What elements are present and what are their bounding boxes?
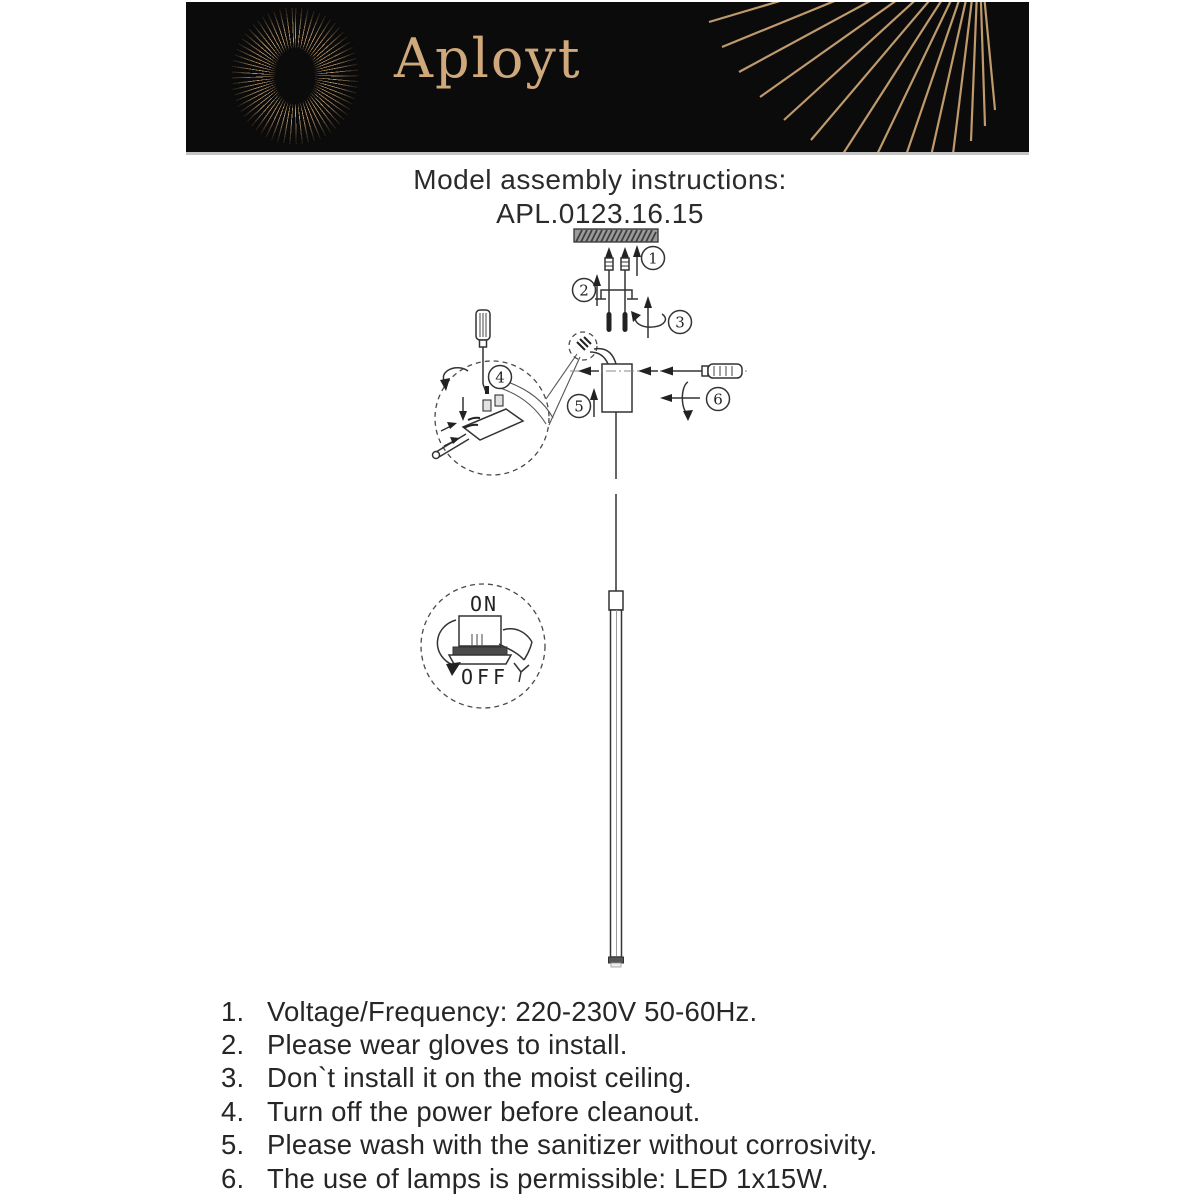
callout-2 <box>573 279 596 302</box>
item-text: Voltage/Frequency: 220-230V 50-60Hz. <box>267 995 758 1027</box>
item-number: 4. <box>221 1095 245 1127</box>
item-number: 1. <box>221 995 245 1027</box>
pendant-rod <box>609 610 624 967</box>
svg-text:1: 1 <box>648 249 658 268</box>
decorative-rays-icon <box>559 2 1029 152</box>
svg-text:6: 6 <box>713 390 723 409</box>
terminal-detail-bubble <box>433 310 554 475</box>
instruction-item <box>221 1129 877 1162</box>
cable-connector <box>609 591 623 610</box>
item-number: 2. <box>221 1029 245 1061</box>
instruction-list <box>221 995 877 1195</box>
screwdriver-horizontal-icon <box>679 364 742 378</box>
callout-1 <box>642 247 665 270</box>
ceiling-hatched-bar <box>574 229 658 242</box>
step6-rotate-icon <box>660 382 700 421</box>
item-number: 3. <box>221 1062 245 1094</box>
screwdriver-vertical-icon <box>476 310 490 392</box>
canopy-wires <box>590 349 616 364</box>
callout-4 <box>489 366 512 389</box>
model-number: APL.0123.16.15 <box>496 198 704 229</box>
instruction-item <box>221 995 877 1028</box>
item-number: 6. <box>221 1162 245 1194</box>
wire-junction-circle <box>569 332 597 360</box>
instruction-item <box>221 1028 877 1061</box>
brand-banner <box>186 2 1029 155</box>
off-label: OFF <box>460 665 510 689</box>
item-text: The use of lamps is permissible: LED 1x15W. <box>267 1162 829 1194</box>
on-label: ON <box>469 592 499 616</box>
mounting-bracket <box>595 290 638 299</box>
svg-text:4: 4 <box>495 368 505 387</box>
instruction-item <box>221 1062 877 1095</box>
step5-arrow <box>590 388 598 417</box>
step3-rotate-icon <box>631 296 665 338</box>
step1-arrow <box>633 245 641 276</box>
item-text: Please wear gloves to install. <box>267 1029 628 1061</box>
switch-icon <box>449 616 511 664</box>
callout-5 <box>568 395 591 418</box>
item-number: 5. <box>221 1129 245 1161</box>
svg-text:3: 3 <box>675 313 685 332</box>
instruction-item <box>221 1162 877 1195</box>
item-text: Turn off the power before cleanout. <box>267 1095 701 1127</box>
switch-detail-bubble <box>421 584 545 708</box>
sunburst-logo-icon <box>232 8 358 144</box>
brand-wordmark: Aployt <box>394 27 582 90</box>
svg-text:5: 5 <box>574 397 584 416</box>
instruction-item <box>221 1095 877 1128</box>
callout-3 <box>669 311 692 334</box>
item-text: Please wash with the sanitizer without corrosivity. <box>267 1129 878 1161</box>
assembly-diagram <box>380 225 780 990</box>
item-text: Don`t install it on the moist ceiling. <box>267 1062 692 1094</box>
page-title: Model assembly instructions: <box>413 164 787 195</box>
callout-6 <box>707 388 730 411</box>
svg-text:2: 2 <box>579 281 589 300</box>
